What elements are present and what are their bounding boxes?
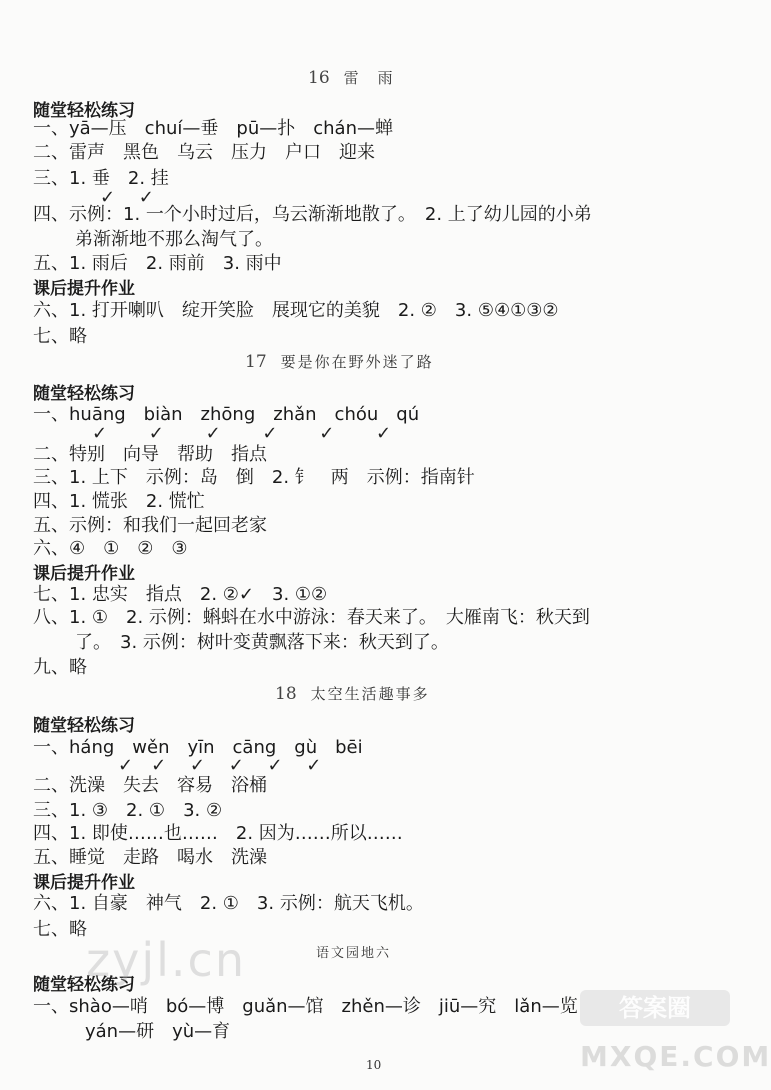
answer-line: 一、háng wěn yīn cāng gù bēi: [33, 737, 363, 758]
answer-line: 一、huāng biàn zhōng zhǎn chóu qú: [33, 404, 420, 425]
answer-line: 七、略: [33, 919, 87, 940]
section-heading: 随堂轻松练习: [33, 975, 135, 995]
section-heading: 随堂轻松练习: [33, 716, 135, 736]
lesson-17-title: 17 要是你在野外迷了路: [245, 352, 434, 372]
page-number: 10: [366, 1058, 382, 1072]
answer-line: 了。 3. 示例：树叶变黄飘落下来：秋天到了。: [75, 632, 449, 653]
answer-line: 弟渐渐地不那么淘气了。: [75, 229, 273, 250]
answer-line: 三、1. 垂 2. 挂: [33, 168, 169, 189]
lesson-16-title: 16 雷 雨: [308, 68, 395, 88]
answer-line: 四、示例：1. 一个小时过后，乌云渐渐地散了。 2. 上了幼儿园的小弟: [33, 204, 592, 225]
answer-line: 九、略: [33, 657, 87, 678]
lesson-18-title: 18 太空生活趣事多: [275, 684, 430, 704]
answer-line: 二、雷声 黑色 乌云 压力 户口 迎来: [33, 142, 375, 163]
answer-line: 五、睡觉 走路 喝水 洗澡: [33, 847, 267, 868]
answer-line: 六、1. 自豪 神气 2. ① 3. 示例：航天飞机。: [33, 893, 424, 914]
section-heading: 随堂轻松练习: [33, 384, 135, 404]
answer-line: 三、1. 上下 示例：岛 倒 2. 钅 两 示例：指南针: [33, 467, 475, 488]
check-marks: ✓ ✓ ✓ ✓ ✓ ✓: [92, 423, 392, 444]
section-heading: 随堂轻松练习: [33, 101, 135, 121]
watermark-zyjl: zyjl.cn: [86, 933, 246, 987]
section-heading: 课后提升作业: [33, 873, 135, 893]
answer-line: 一、shào—哨 bó—博 guǎn—馆 zhěn—诊 jiū—究 lǎn—览: [33, 996, 578, 1017]
answer-line: 六、1. 打开喇叭 绽开笑脸 展现它的美貌 2. ② 3. ⑤④①③②: [33, 300, 559, 321]
answer-line: 一、yā—压 chuí—垂 pū—扑 chán—蝉: [33, 118, 393, 139]
check-marks: ✓ ✓ ✓ ✓ ✓ ✓: [118, 755, 322, 776]
answer-line: 七、1. 忠实 指点 2. ②✓ 3. ①②: [33, 584, 328, 605]
answer-line: 八、1. ① 2. 示例：蝌蚪在水中游泳：春天来了。 大雁南飞：秋天到: [33, 607, 590, 628]
answer-line: 七、略: [33, 326, 87, 347]
watermark-badge: 答案圈: [580, 990, 730, 1026]
answer-line: 五、1. 雨后 2. 雨前 3. 雨中: [33, 253, 282, 274]
watermark-mxqe: MXQE.COM: [580, 1040, 771, 1073]
garden-6-title: 语文园地六: [316, 946, 392, 961]
answer-line: 三、1. ③ 2. ① 3. ②: [33, 800, 223, 821]
answer-line: 六、④ ① ② ③: [33, 538, 188, 559]
answer-line: 二、洗澡 失去 容易 浴桶: [33, 775, 267, 796]
answer-line: 五、示例：和我们一起回老家: [33, 515, 267, 536]
answer-line: yán—研 yù—育: [85, 1021, 231, 1042]
answer-line: 四、1. 即使……也…… 2. 因为……所以……: [33, 823, 403, 844]
section-heading: 课后提升作业: [33, 279, 135, 299]
section-heading: 课后提升作业: [33, 564, 135, 584]
answer-line: 二、特别 向导 帮助 指点: [33, 444, 267, 465]
answer-line: 四、1. 慌张 2. 慌忙: [33, 491, 205, 512]
check-marks: ✓ ✓: [100, 187, 154, 208]
